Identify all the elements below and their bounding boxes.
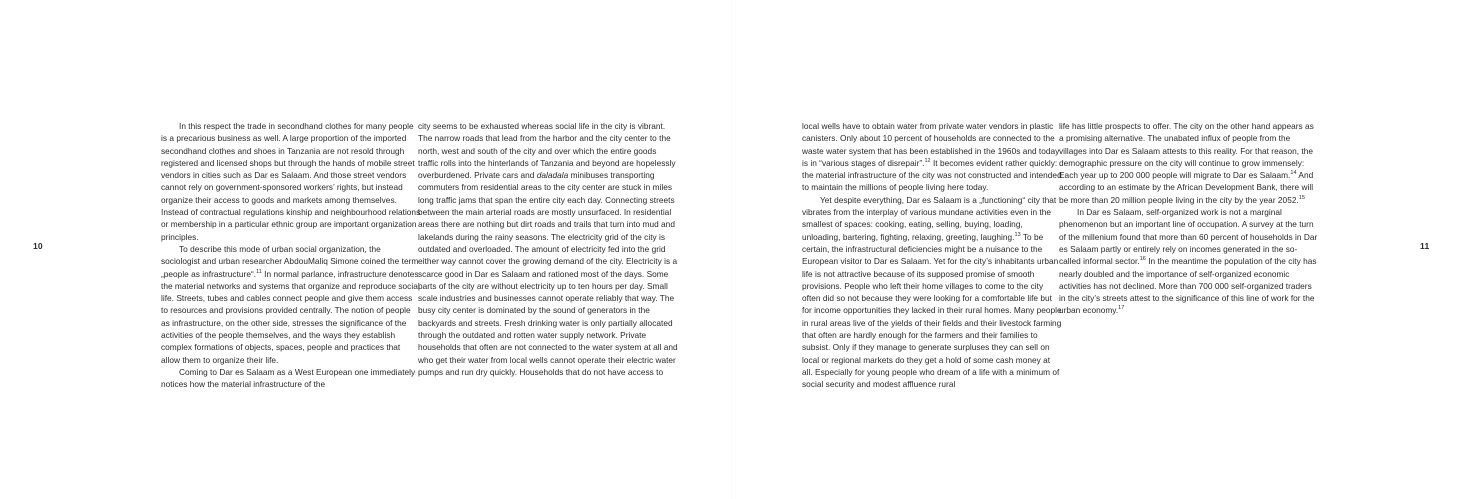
right-page-column-1 <box>802 120 1062 391</box>
text-run: To be certain, the infrastructural deficiencies might be a nuisance to the European visitor to Dar es Salaam. Yet for the city’s inhabitants urban life is not attractive because of its supposed promise of smooth provisions. People who left their home villages to come to the city often did so not because they were looking for a comfortable life but for income opportunities they lacked in their rural homes. Many people in rural areas live of the yields of their fields and their livestock farming that often are hardly enough for the farmers and their families to subsist. Only if they manage to generate surpluses they can sell on local or regional markets do they get a hold of some cash money at all. Especially for young people who dream of a life with a minimum of social security and modest affluence rural <box>802 231 1062 390</box>
text-run: In normal parlance, infrastructure denotes the material networks and systems that organize and reproduce social life. Streets, tubes and cables connect people and give them access to resources and provisions provided centrally. The notion of people as infrastructure, on the other side, stresses the significance of the activities of the people themselves, and the ways they establish complex formations of objects, spaces, people and practices that allow them to organize their life. <box>161 268 420 365</box>
text-run: In the meantime the population of the city has nearly doubled and the importance of self-organized economic activities has not declined. More than 700 000 self-organized traders in the city’s streets attest to the significance of this line of work for the urban economy. <box>1059 256 1317 316</box>
page-number-left: 10 <box>33 241 43 251</box>
paragraph <box>802 120 1062 194</box>
footnote-marker: 17 <box>1118 305 1125 312</box>
paragraph <box>1059 206 1319 317</box>
paragraph <box>1059 120 1319 206</box>
text-run: local wells have to obtain water from private water vendors in plastic canisters. Only about 10 percent of households are connected to the waste water system that has been established in the 1960s and today is in “various stages of disrepair”. <box>802 121 1060 168</box>
page-gutter <box>731 0 732 499</box>
footnote-marker: 16 <box>1139 256 1146 263</box>
footnote-marker: 14 <box>1290 170 1297 177</box>
page-number-right: 11 <box>1420 241 1430 251</box>
text-run: Yet despite everything, Dar es Salaam is a „functioning“ city that vibrates from the interplay of various mundane activities even in the smallest of spaces: cooking, eating, selling, buying, loading, unloading, bartering, fighting, relaxing, greeting, laughing. <box>802 194 1057 242</box>
text-run: city seems to be exhausted whereas social life in the city is vibrant. The narrow roads that lead from the harbor and the city center to the north, west and south of the city and over which the entire goods traffic rolls into the hinterlands of Tanzania and beyond are hopelessly overburdened. Private cars and <box>418 121 676 181</box>
footnote-marker: 13 <box>1014 231 1021 238</box>
text-run: Coming to Dar es Salaam as a West European one immediately notices how the material infrastructure of the <box>161 366 416 390</box>
text-run: And according to an estimate by the African Development Bank, there will be more than 20 million people living in the city by the year 2052. <box>1059 170 1314 205</box>
left-page-column-2 <box>418 120 678 378</box>
paragraph <box>418 120 678 378</box>
text-run: In this respect the trade in secondhand clothes for many people is a precarious business as well. A large proportion of the imported secondhand clothes and shoes in Tanzania are not resold through registered and licensed shops but through the hands of mobile street vendors in cities such as Dar es Salaam. And those street vendors cannot rely on government-sponsored workers’ rights, but instead organize their access to goods and markets among themselves. Instead of contractual regulations kinship and neighbourhood relations or membership in a particular ethnic group are important organization principles. <box>161 121 421 242</box>
text-run: In Dar es Salaam, self-organized work is not a marginal phenomenon but an important line of occupation. A survey at the turn of the millenium found that more than 60 percent of households in Dar es Salaam partly or entirely rely on incomes generated in the so-called informal sector. <box>1059 207 1318 267</box>
text-run: It becomes evident rather quickly: the material infrastructure of the city was not constructed and intended to maintain the millions of people living here today. <box>802 157 1062 193</box>
right-page-column-2 <box>1059 120 1319 317</box>
footnote-marker: 15 <box>1298 195 1305 202</box>
paragraph <box>802 194 1062 391</box>
footnote-marker: 11 <box>256 268 262 275</box>
text-run: minibuses transporting commuters from residential areas to the city center are stuck in miles long traffic jams that span the entire city each day. Connecting streets between the main arterial roads are mostly unsurfaced. In residential areas there are nothing but dirt roads and trails that turn into mud and lakelands during the rainy seasons. The electricity grid of the city is outdated and overloaded. The amount of electricity fed into the grid either way cannot cover the growing demand of the city. Electricity is a scarce good in Dar es Salaam and rationed most of the days. Some parts of the city are without electricity up to ten hours per day. Small scale industries and businesses cannot operate reliably that way. The busy city center is dominated by the sound of generators in the backyards and streets. Fresh drinking water is only partially allocated through the outdated and rotten water supply network. Private households that often are not connected to the water system at all and who get their water from local wells cannot operate their electric water pumps and run dry quickly. Households that do not have access to <box>418 170 678 377</box>
italic-term: daladala <box>536 170 569 181</box>
paragraph <box>161 366 421 391</box>
text-run: life has little prospects to offer. The city on the other hand appears as a promising alternative. The unabated influx of people from the villages into Dar es Salaam attests to this reality. For that reason, the demographic pressure on the city will continue to grow immensely: Each year up to 200 000 people will migrate to Dar es Salaam. <box>1059 121 1314 181</box>
paragraph <box>161 120 421 243</box>
left-page-column-1 <box>161 120 421 391</box>
text-run: To describe this mode of urban social organization, the sociologist and urban researcher AbdouMaliq Simone coined the term „people as infrastructure“. <box>161 243 419 279</box>
footnote-marker: 12 <box>924 158 931 165</box>
paragraph <box>161 243 421 366</box>
